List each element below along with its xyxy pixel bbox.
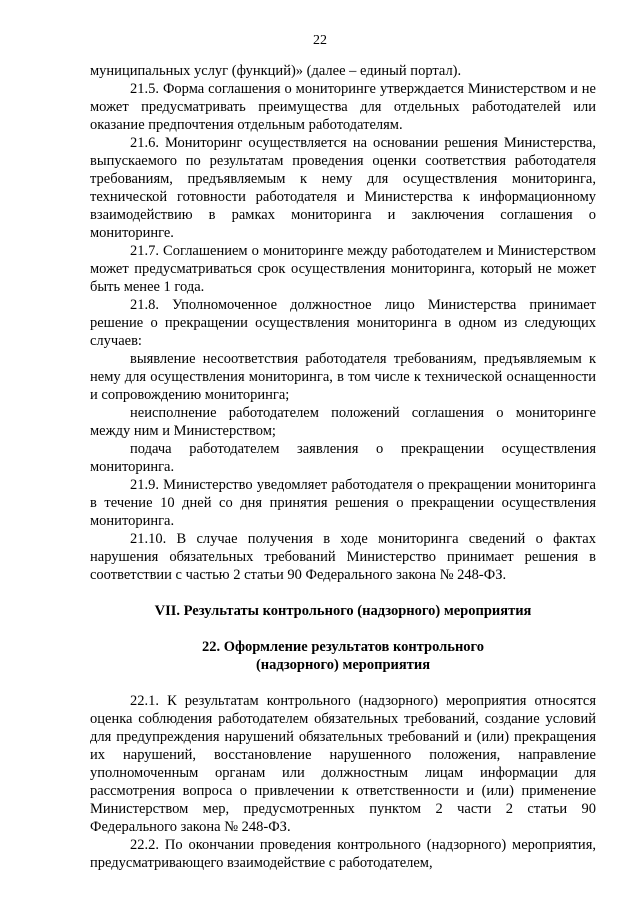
list-item: подача работодателем заявления о прекращении осуществления мониторинга. xyxy=(90,441,596,475)
page-number: 22 xyxy=(313,33,327,48)
paragraph: 22.2. По окончании проведения контрольного (надзорного) мероприятия, предусматривающего взаимодействие с работодателем, xyxy=(90,837,596,871)
subsection-heading-line-2: (надзорного) мероприятия xyxy=(255,657,431,673)
paragraph: 21.10. В случае получения в ходе мониторинга сведений о фактах нарушения обязательных требований Министерство принимает решения в соответствии с частью 2 статьи 90 Федерального закона № 248-ФЗ. xyxy=(90,531,596,583)
list-item: неисполнение работодателем положений соглашения о мониторинге между ним и Министерством; xyxy=(90,405,596,439)
paragraph: 21.9. Министерство уведомляет работодателя о прекращении мониторинга в течение 10 дней со дня принятия решения о прекращении осуществления мониторинга. xyxy=(90,477,596,529)
paragraph: муниципальных услуг (функций)» (далее – единый портал). xyxy=(90,63,462,79)
document-body xyxy=(90,62,596,872)
paragraph: 21.8. Уполномоченное должностное лицо Министерства принимает решение о прекращении осуществления мониторинга в одном из следующих случаев: xyxy=(90,297,596,349)
paragraph: 22.1. К результатам контрольного (надзорного) мероприятия относятся оценка соблюдения работодателем обязательных требований, создание условий для предупреждения нарушений обязательных требований и (или) прекращения их нарушений, восстановление нарушенного положения, направление уполномоченным органам или должностным лицам информации для рассмотрения вопроса о привлечении к ответственности и (или) применение Министерством мер, предусмотренных пунктом 2 части 2 статьи 90 Федерального закона № 248-ФЗ. xyxy=(90,693,596,835)
paragraph: 21.6. Мониторинг осуществляется на основании решения Министерства, выпускаемого по результатам проведения оценки соответствия работодателя требованиям, предъявляемым к нему для осуществления мониторинга, технической готовности работодателя и Министерства к информационному взаимодействию в рамках мониторинга и заключения соглашения о мониторинге. xyxy=(90,135,596,241)
subsection-heading-line-1: 22. Оформление результатов контрольного xyxy=(201,639,485,655)
list-item: выявление несоответствия работодателя требованиям, предъявляемым к нему для осуществления мониторинга, в том числе к технической оснащенности и сопровождению мониторинга; xyxy=(90,351,596,403)
section-heading: VII. Результаты контрольного (надзорного) мероприятия xyxy=(154,603,532,619)
paragraph: 21.7. Соглашением о мониторинге между работодателем и Министерством может предусматриваться срок осуществления мониторинга, который не может быть менее 1 года. xyxy=(90,243,596,295)
paragraph: 21.5. Форма соглашения о мониторинге утверждается Министерством и не может предусматривать преимущества для отдельных работодателей или оказание предпочтения отдельным работодателям. xyxy=(90,81,596,133)
